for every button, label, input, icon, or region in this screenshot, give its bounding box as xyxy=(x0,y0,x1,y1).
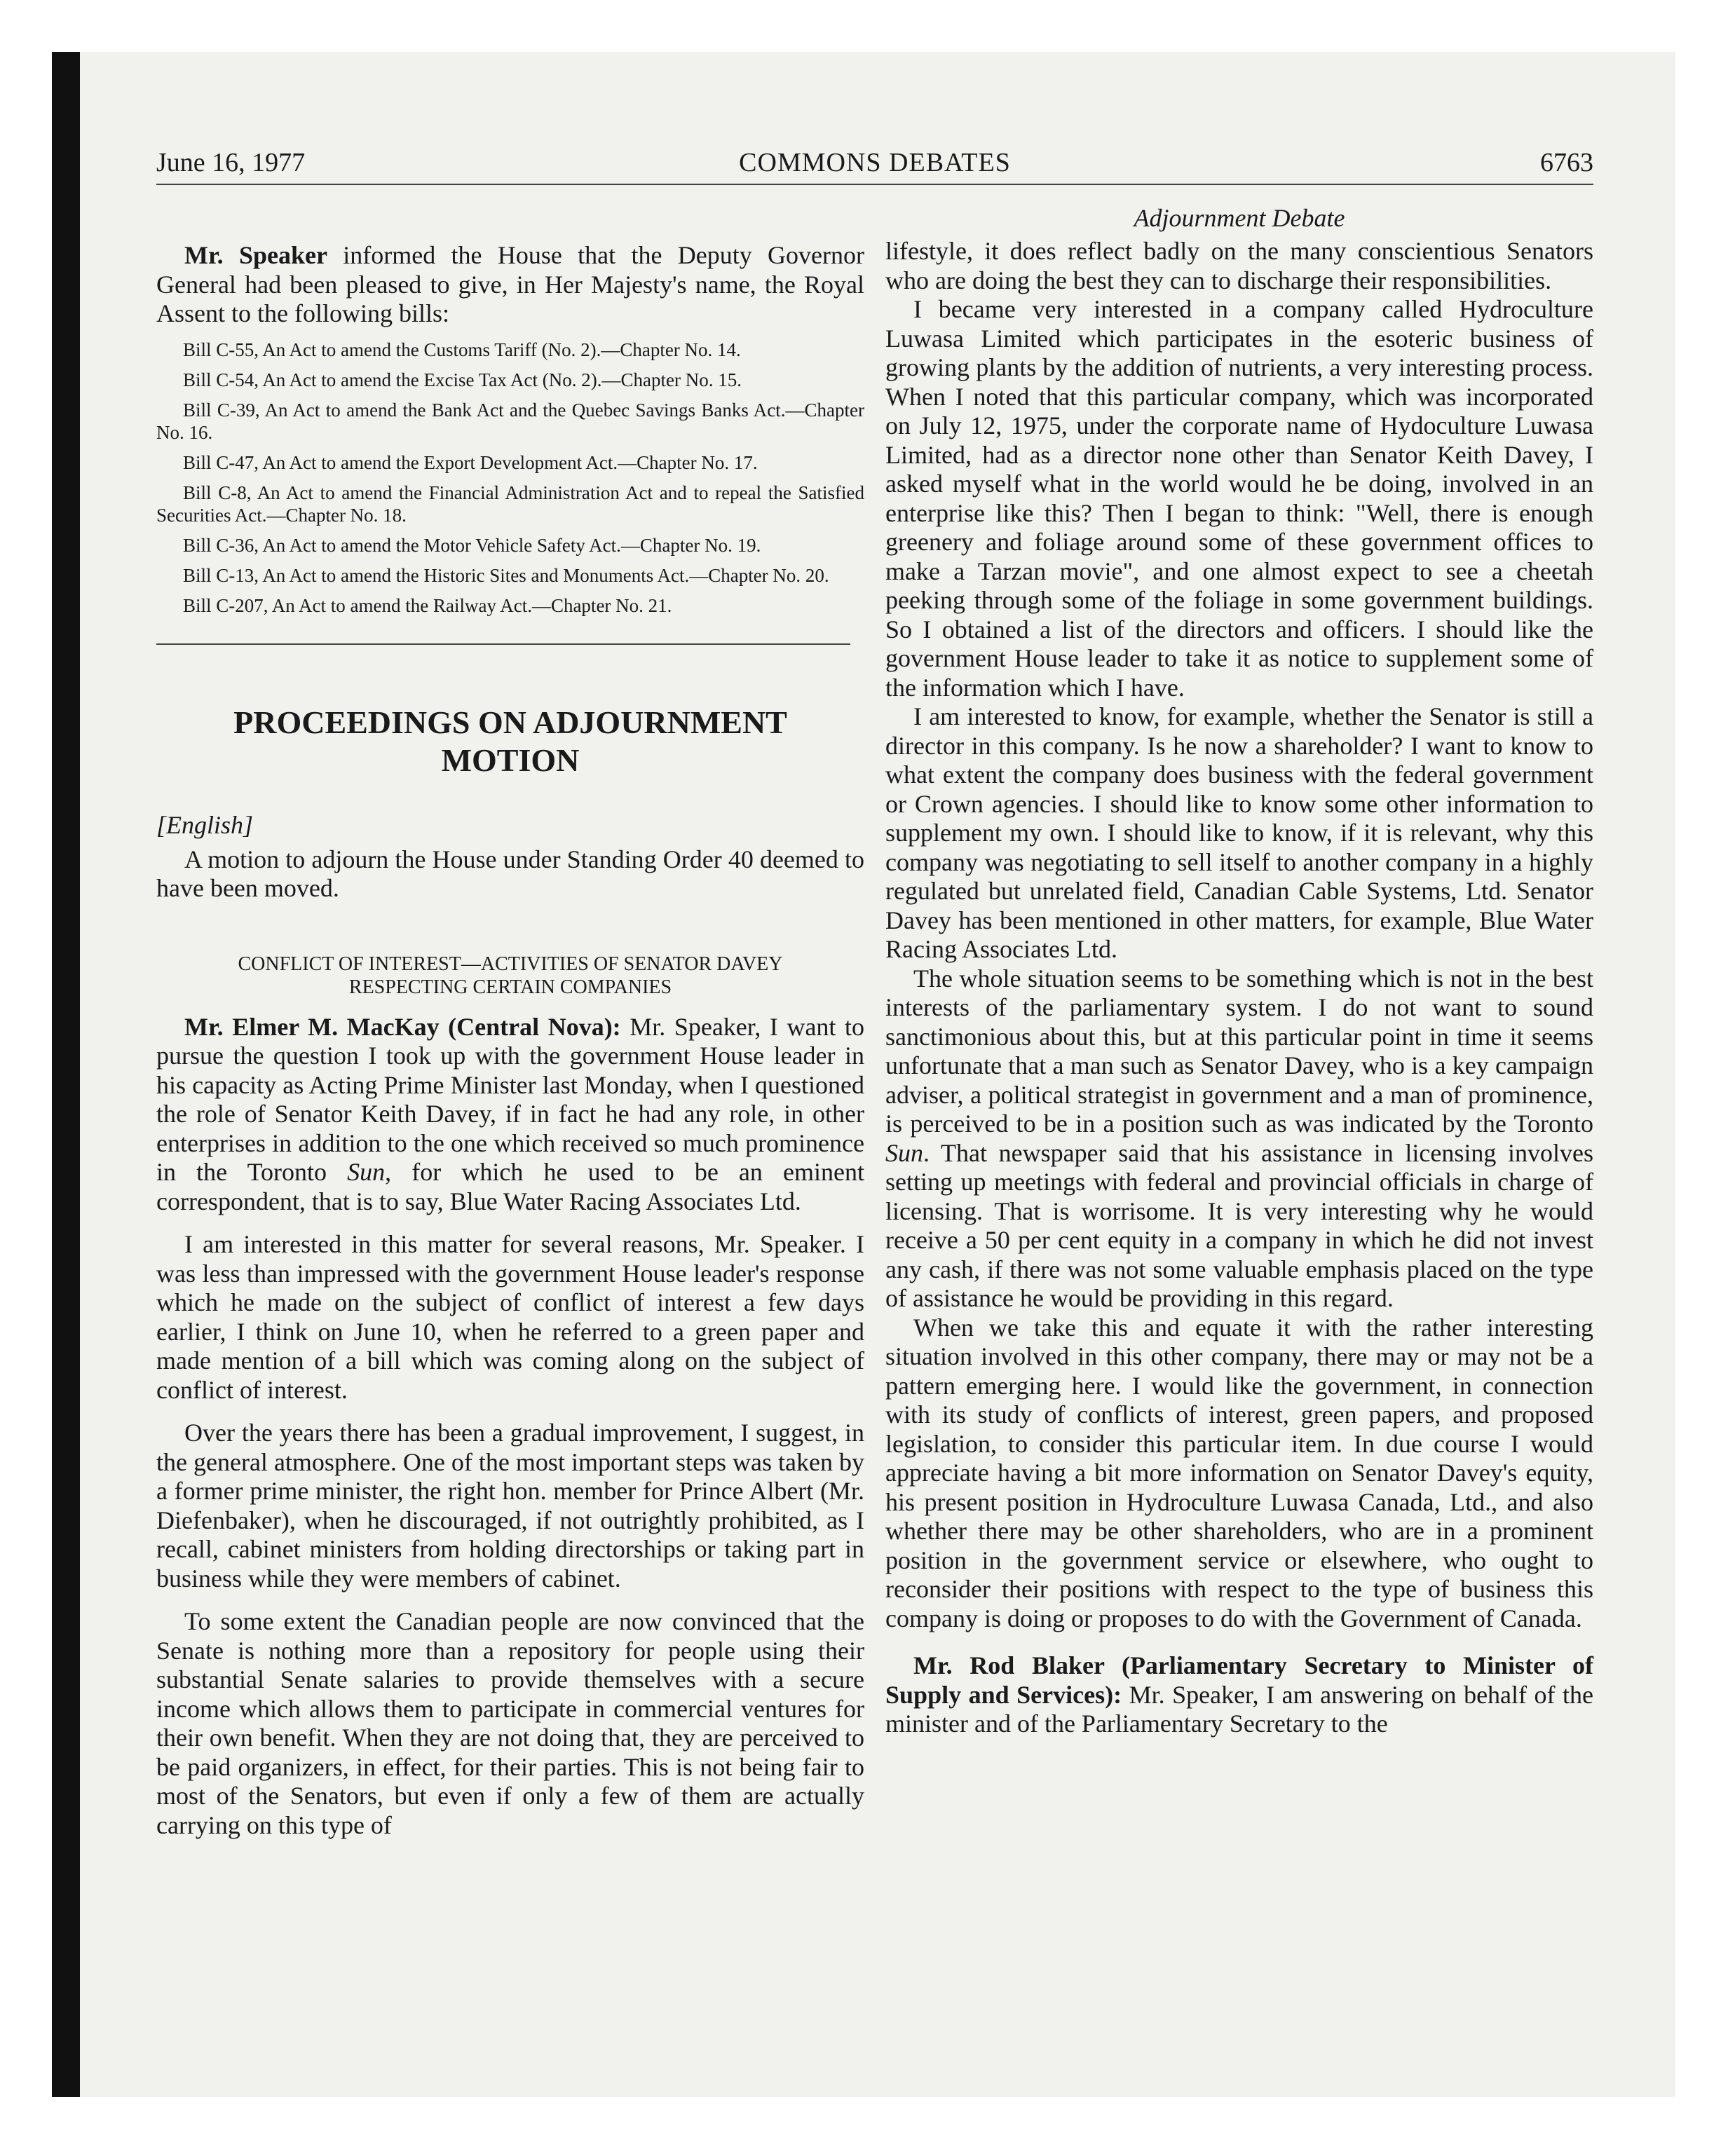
subhead-line: RESPECTING CERTAIN COMPANIES xyxy=(348,976,672,998)
bill-item: Bill C-36, An Act to amend the Motor Vehicle Safety Act.—Chapter No. 19. xyxy=(183,534,761,556)
paragraph-text: , for which he used to be an eminent correspondent, that is to say, Blue Water Racing Associates Ltd. xyxy=(156,1158,864,1215)
right-column xyxy=(885,203,1593,1739)
mackay-paragraph xyxy=(156,1013,864,1217)
language-tag: [English] xyxy=(156,810,254,839)
mackay-paragraph: To some extent the Canadian people are now convinced that the Senate is nothing more than a repository for people using their substantial Senate salaries to provide themselves with a secure income which allows them to participate in commercial ventures for their own benefit. When they are not doing that, they are perceived to be paid organizers, in effect, for their parties. This is not being fair to most of the Senators, but even if only a few of them are actually carrying on this type of xyxy=(156,1607,864,1839)
debate-subhead xyxy=(156,953,864,999)
header-page-number: 6763 xyxy=(1540,148,1593,177)
blaker-paragraph xyxy=(885,1651,1593,1739)
header-title: COMMONS DEBATES xyxy=(739,148,1011,177)
mackay-paragraph: When we take this and equate it with the rather interesting situation involved in this other company, there may or may not be a pattern emerging here. I would like the government, in connection with its study of conflicts of interest, green papers, and proposed legislation, to consider this particular item. In due course I would appreciate having a bit more information on Senator Davey's equity, his present position in Hydroculture Luwasa Canada, Ltd., and also whether there may be other shareholders, who are in a prominent position in the government service or elsewhere, who ought to reconsider their positions with respect to the type of business this company is doing or proposes to do with the Government of Canada. xyxy=(885,1313,1593,1632)
bill-item: Bill C-13, An Act to amend the Historic Sites and Monuments Act.—Chapter No. 20. xyxy=(183,564,829,586)
royal-assent-text: informed the House that the Deputy Governor General had been pleased to give, in Her Majesty's name, the Royal Assent to the following bills: xyxy=(156,241,864,327)
running-head: Adjournment Debate xyxy=(1134,204,1345,232)
mackay-speaker-name: Mr. Elmer M. MacKay (Central Nova): xyxy=(184,1012,621,1041)
bill-list xyxy=(156,339,864,617)
paragraph-text: Mr. Speaker, I want to pursue the question I took up with the government House leader in his capacity as Acting Prime Minister last Monday, when I questioned the role of Senator Keith Davey, if in fact he had any role, in other enterprises in addition to the one which received so much prominence in the Toronto xyxy=(156,1012,865,1186)
mackay-paragraph: I am interested to know, for example, whether the Senator is still a director in this company. Is he now a shareholder? I want to know to what extent the company does business with the federal government or Crown agencies. I should like to know some other information to supplement my own. I should like to know, if it is relevant, why this company was negotiating to sell itself to another company in a highly regulated but unrelated field, Canadian Cable Systems, Ltd. Senator Davey has been mentioned in other matters, for example, Blue Water Racing Associates Ltd. xyxy=(885,702,1593,963)
section-divider xyxy=(156,643,850,645)
mackay-paragraph xyxy=(885,964,1593,1314)
header-date: June 16, 1977 xyxy=(156,148,306,177)
newspaper-name: Sun xyxy=(347,1158,386,1186)
page-header xyxy=(156,147,1593,182)
paragraph-text: Mr. Speaker, I am answering on behalf of the minister and of the Parliamentary Secretary to the xyxy=(885,1680,1593,1738)
mackay-paragraph: I am interested in this matter for several reasons, Mr. Speaker. I was less than impressed with the government House leader's response which he made on the subject of conflict of interest a few days earlier, I think on June 10, when he referred to a green paper and made mention of a bill which was coming along on the subject of conflict of interest. xyxy=(156,1230,864,1404)
section-title-line: PROCEEDINGS ON ADJOURNMENT xyxy=(233,704,787,740)
royal-assent-intro xyxy=(156,241,864,329)
speaker-name: Mr. Speaker xyxy=(184,241,327,269)
scan-edge-bar xyxy=(52,52,80,2097)
newspaper-name: Sun xyxy=(885,1138,923,1167)
bill-item: Bill C-54, An Act to amend the Excise Tax Act (No. 2).—Chapter No. 15. xyxy=(183,369,742,390)
mackay-paragraph: Over the years there has been a gradual improvement, I suggest, in the general atmosphere. One of the most important steps was taken by a former prime minister, the right hon. member for Prince Albert (Mr. Diefenbaker), when he discouraged, if not outrightly prohibited, as I recall, cabinet ministers from holding directorships or taking part in business while they were members of cabinet. xyxy=(156,1419,864,1592)
paragraph-text: . That newspaper said that his assistance in licensing involves setting up meetings with federal and provincial officials in charge of licensing. That is worrisome. It is very interesting why he would receive a 50 per cent equity in a company in which he did not invest any cash, if there was not some valuable emphasis placed on the type of assistance he would be providing in this regard. xyxy=(885,1138,1593,1312)
header-rule xyxy=(156,184,1593,185)
bill-item: Bill C-8, An Act to amend the Financial Administration Act and to repeal the Satisfied Securities Act.—Chapter No. 18. xyxy=(156,482,864,526)
left-column xyxy=(156,205,864,1840)
bill-item: Bill C-47, An Act to amend the Export Development Act.—Chapter No. 17. xyxy=(183,451,758,473)
blaker-speaker-name: Mr. Rod Blaker (Parliamentary Secretary to Minister of Supply and Services): xyxy=(885,1651,1593,1709)
section-title-line: MOTION xyxy=(441,742,580,778)
continued-paragraph: lifestyle, it does reflect badly on the many conscientious Senators who are doing the best they can to discharge their responsibilities. xyxy=(885,237,1593,294)
subhead-line: CONFLICT OF INTEREST—ACTIVITIES OF SENATOR DAVEY xyxy=(238,953,783,975)
bill-item: Bill C-55, An Act to amend the Customs Tariff (No. 2).—Chapter No. 14. xyxy=(183,339,741,360)
motion-text: A motion to adjourn the House under Standing Order 40 deemed to have been moved. xyxy=(156,845,864,902)
paragraph-text: The whole situation seems to be something which is not in the best interests of the parliamentary system. I do not want to sound sanctimonious about this, but at this particular point in time it seems unfortunate that a man such as Senator Davey, who is a key campaign adviser, a political strategist in government and a man of prominence, is perceived to be in a position such as was indicated by the Toronto xyxy=(885,964,1593,1138)
bill-item: Bill C-39, An Act to amend the Bank Act and the Quebec Savings Banks Act.—Chapter No. 16. xyxy=(156,399,864,443)
bill-item: Bill C-207, An Act to amend the Railway Act.—Chapter No. 21. xyxy=(183,594,672,616)
mackay-paragraph: I became very interested in a company called Hydroculture Luwasa Limited which participates in the esoteric business of growing plants by the addition of nutrients, a very interesting process. When I noted that this particular company, which was incorporated on July 12, 1975, under the corporate name of Hydoculture Luwasa Limited, had as a director none other than Senator Keith Davey, I asked myself what in the world would he be doing, involved in an enterprise like this? Then I began to think: "Well, there is enough greenery and foliage around some of these government offices to make a Tarzan movie", and one almost expect to see a cheetah peeking through some of the foliage in some government buildings. So I obtained a list of the directors and officers. I should like the government House leader to take it as notice to supplement some of the information which I have. xyxy=(885,295,1593,702)
section-title xyxy=(156,704,864,779)
